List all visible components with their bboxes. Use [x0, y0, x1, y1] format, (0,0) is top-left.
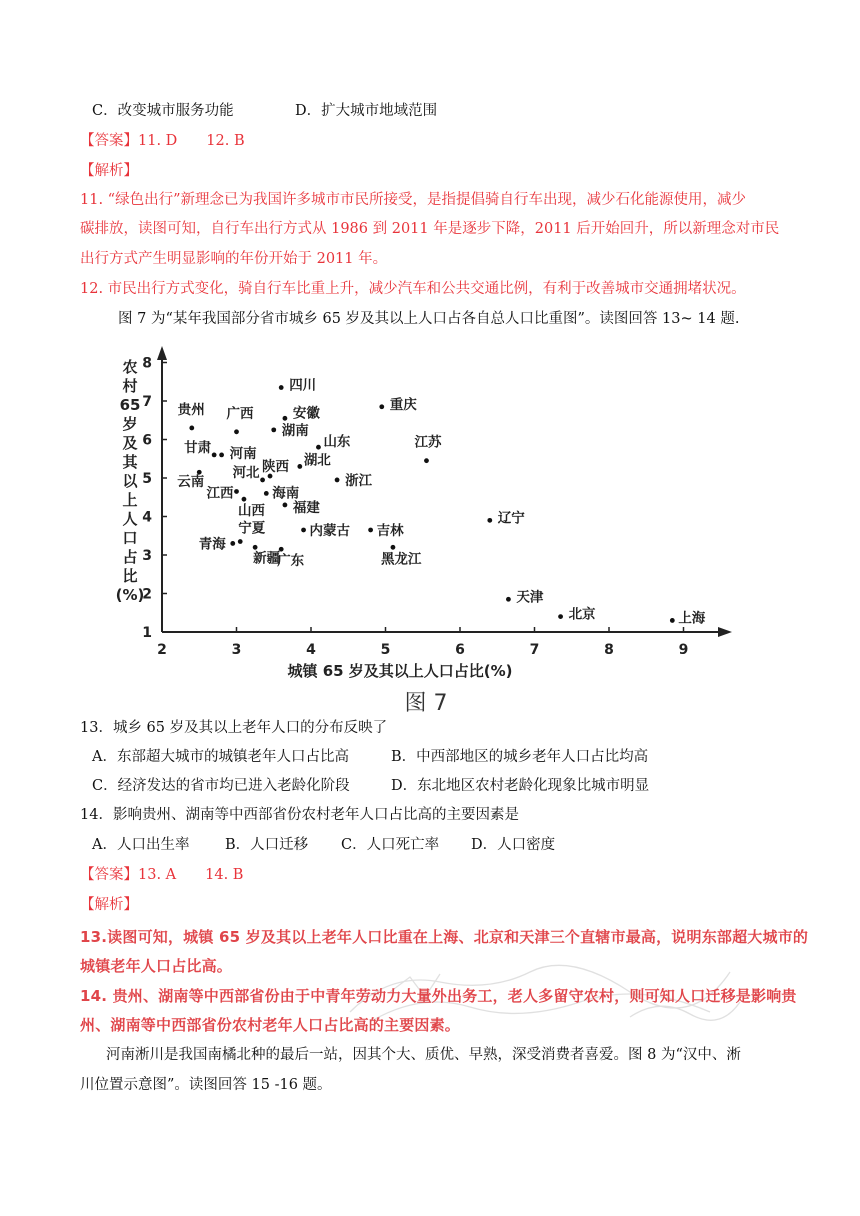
data-point — [558, 614, 563, 619]
data-point-label: 山东 — [323, 434, 351, 451]
x-axis-arrow — [718, 627, 732, 637]
data-point-label: 广西 — [226, 405, 254, 422]
q13-analysis-line-2: 城镇老年人口占比高。 — [80, 957, 233, 975]
x-tick-label: 4 — [306, 642, 316, 658]
y-tick-label: 8 — [142, 355, 152, 372]
data-point — [253, 545, 258, 550]
data-point-label: 江西 — [206, 485, 234, 502]
data-point-label: 福建 — [292, 499, 320, 516]
data-point — [234, 489, 239, 494]
figure-7-intro: 图 7 为“某年我国部分省市城乡 65 岁及其以上人口占各自总人口比重图”。读图回答 13~ 14 题. — [118, 311, 740, 327]
data-point — [316, 445, 321, 450]
paragraph-15-line-2: 川位置示意图”。读图回答 15 -16 题。 — [80, 1077, 332, 1093]
y-tick-label: 2 — [142, 586, 152, 603]
q13-analysis-line-1: 13.读图可知，城镇 65 岁及其以上老年人口比重在上海、北京和天津三个直辖市最高，说明东部超大城市的 — [80, 928, 809, 946]
data-point — [283, 503, 288, 508]
data-point-label: 青海 — [198, 536, 226, 553]
x-tick-label: 9 — [678, 642, 689, 658]
x-tick-label: 2 — [157, 642, 167, 658]
y-axis-label: 农村 65 岁及其以上人口占比(%) — [115, 358, 145, 604]
q11-analysis-line-1: 11. “绿色出行”新理念已为我国许多城市市民所接受，是指提倡骑自行车出现，减少石化能源使用，减少 — [80, 192, 746, 208]
question-14: 14．影响贵州、湖南等中西部省份农村老年人口占比高的主要因素是 — [80, 807, 519, 823]
answer-line-11-12 — [80, 131, 790, 151]
q11-analysis-line-3: 出行方式产生明显影响的年份开始于 2011 年。 — [80, 251, 388, 267]
answer-tag-2: 【答案】 — [80, 867, 138, 883]
data-point-label: 陕西 — [262, 459, 290, 476]
data-point-label: 黑龙江 — [380, 551, 422, 568]
data-point-label: 四川 — [289, 377, 317, 394]
data-point-label: 浙江 — [345, 472, 373, 489]
q14-option-a: A．人口出生率 — [92, 837, 190, 853]
data-point — [271, 427, 276, 432]
data-point-label: 山西 — [237, 503, 265, 520]
y-tick-label: 1 — [142, 625, 152, 641]
data-point — [238, 539, 243, 544]
data-point — [335, 478, 340, 483]
q13-option-c: C．经济发达的省市均已进入老龄化阶段 — [92, 778, 350, 794]
data-point-label: 贵州 — [177, 401, 205, 418]
data-point — [670, 618, 675, 623]
data-point — [189, 426, 194, 431]
data-point-label: 河北 — [232, 464, 260, 481]
q13-option-d: D．东北地区农村老龄化现象比城市明显 — [391, 778, 650, 794]
x-tick-label: 7 — [529, 642, 540, 658]
data-point — [219, 453, 224, 458]
y-tick-label: 7 — [142, 394, 152, 410]
q14-option-b: B．人口迁移 — [225, 837, 309, 853]
data-point-label: 云南 — [177, 474, 205, 491]
y-tick-label: 5 — [142, 471, 152, 487]
figure-caption: 图 7 — [404, 691, 448, 716]
data-point-label: 内蒙古 — [309, 522, 351, 539]
data-point-label: 上海 — [678, 610, 706, 627]
q11-analysis-line-2: 碳排放，读图可知，自行车出行方式从 1986 到 2011 年是逐步下降，2011 后开始回升，所以新理念对市民 — [80, 221, 780, 237]
data-point-label: 安徽 — [292, 405, 320, 422]
y-tick-label: 6 — [142, 432, 152, 449]
answer-line-13-14 — [80, 865, 790, 885]
y-tick-label: 3 — [142, 548, 152, 564]
q14-analysis-line-1: 14. 贵州、湖南等中西部省份由于中青年劳动力大量外出务工，老人多留守农村，则可知人口迁移是影响贵 — [80, 987, 797, 1005]
data-point-label: 辽宁 — [497, 510, 525, 527]
q14-option-c: C．人口死亡率 — [341, 837, 440, 853]
x-axis-label: 城镇 65 岁及其以上人口占比(%) — [287, 662, 513, 680]
y-tick-label: 4 — [142, 509, 152, 526]
data-point — [264, 491, 269, 496]
x-tick-label: 3 — [231, 642, 242, 658]
data-point — [260, 478, 265, 483]
data-point — [242, 497, 247, 502]
data-point-label: 广东 — [277, 553, 305, 570]
paragraph-15-line-1: 河南淅川是我国南橘北种的最后一站，因其个大、质优、早熟，深受消费者喜爱。图 8 为“汉中、淅 — [106, 1047, 741, 1063]
option-c: C．改变城市服务功能 — [92, 103, 234, 119]
data-point — [234, 429, 239, 434]
data-point-label: 江苏 — [414, 434, 442, 451]
data-point-label: 北京 — [568, 606, 596, 623]
data-point — [230, 541, 235, 546]
answer-text: 11. D 12. B — [138, 133, 245, 149]
data-point-label: 河南 — [229, 445, 257, 462]
q12-analysis: 12. 市民出行方式变化，骑自行车比重上升，减少汽车和公共交通比例，有利于改善城市交通拥堵状况。 — [80, 281, 746, 297]
data-point — [379, 404, 384, 409]
data-point — [279, 385, 284, 390]
data-point — [283, 416, 288, 421]
option-d: D．扩大城市地域范围 — [295, 103, 438, 119]
scatter-chart-figure-7 — [100, 336, 760, 716]
q14-analysis-line-2: 州、湖南等中西部省份农村老年人口占比高的主要因素。 — [80, 1016, 461, 1034]
data-point — [301, 528, 306, 533]
data-point-label: 湖北 — [303, 452, 331, 469]
analysis-tag: 【解析】 — [80, 163, 138, 179]
data-point-label: 天津 — [516, 589, 544, 606]
analysis-tag-2: 【解析】 — [80, 897, 138, 913]
data-point — [212, 453, 217, 458]
data-point-label: 湖南 — [281, 422, 309, 439]
data-point-label: 重庆 — [389, 396, 417, 413]
q13-option-a: A．东部超大城市的城镇老年人口占比高 — [92, 749, 349, 765]
answer-text-2: 13. A 14. B — [138, 867, 244, 883]
x-tick-label: 6 — [455, 642, 465, 658]
x-tick-label: 5 — [380, 642, 391, 658]
x-tick-label: 8 — [604, 642, 614, 658]
q13-option-b: B．中西部地区的城乡老年人口占比均高 — [391, 749, 649, 765]
data-point — [297, 464, 302, 469]
question-13: 13．城乡 65 岁及其以上老年人口的分布反映了 — [80, 720, 388, 736]
data-point — [424, 458, 429, 463]
data-point — [487, 518, 492, 523]
y-axis-arrow — [157, 346, 167, 360]
answer-tag: 【答案】 — [80, 133, 138, 149]
data-point-label: 甘肃 — [184, 439, 212, 456]
data-point-label: 宁夏 — [238, 520, 266, 537]
data-point — [506, 597, 511, 602]
q14-option-d: D．人口密度 — [471, 837, 556, 853]
data-point — [368, 528, 373, 533]
data-point-label: 海南 — [272, 485, 300, 502]
data-point — [279, 547, 284, 552]
data-point-label: 吉林 — [376, 522, 404, 539]
data-point — [391, 545, 396, 550]
data-point-label: 新疆 — [253, 550, 281, 567]
